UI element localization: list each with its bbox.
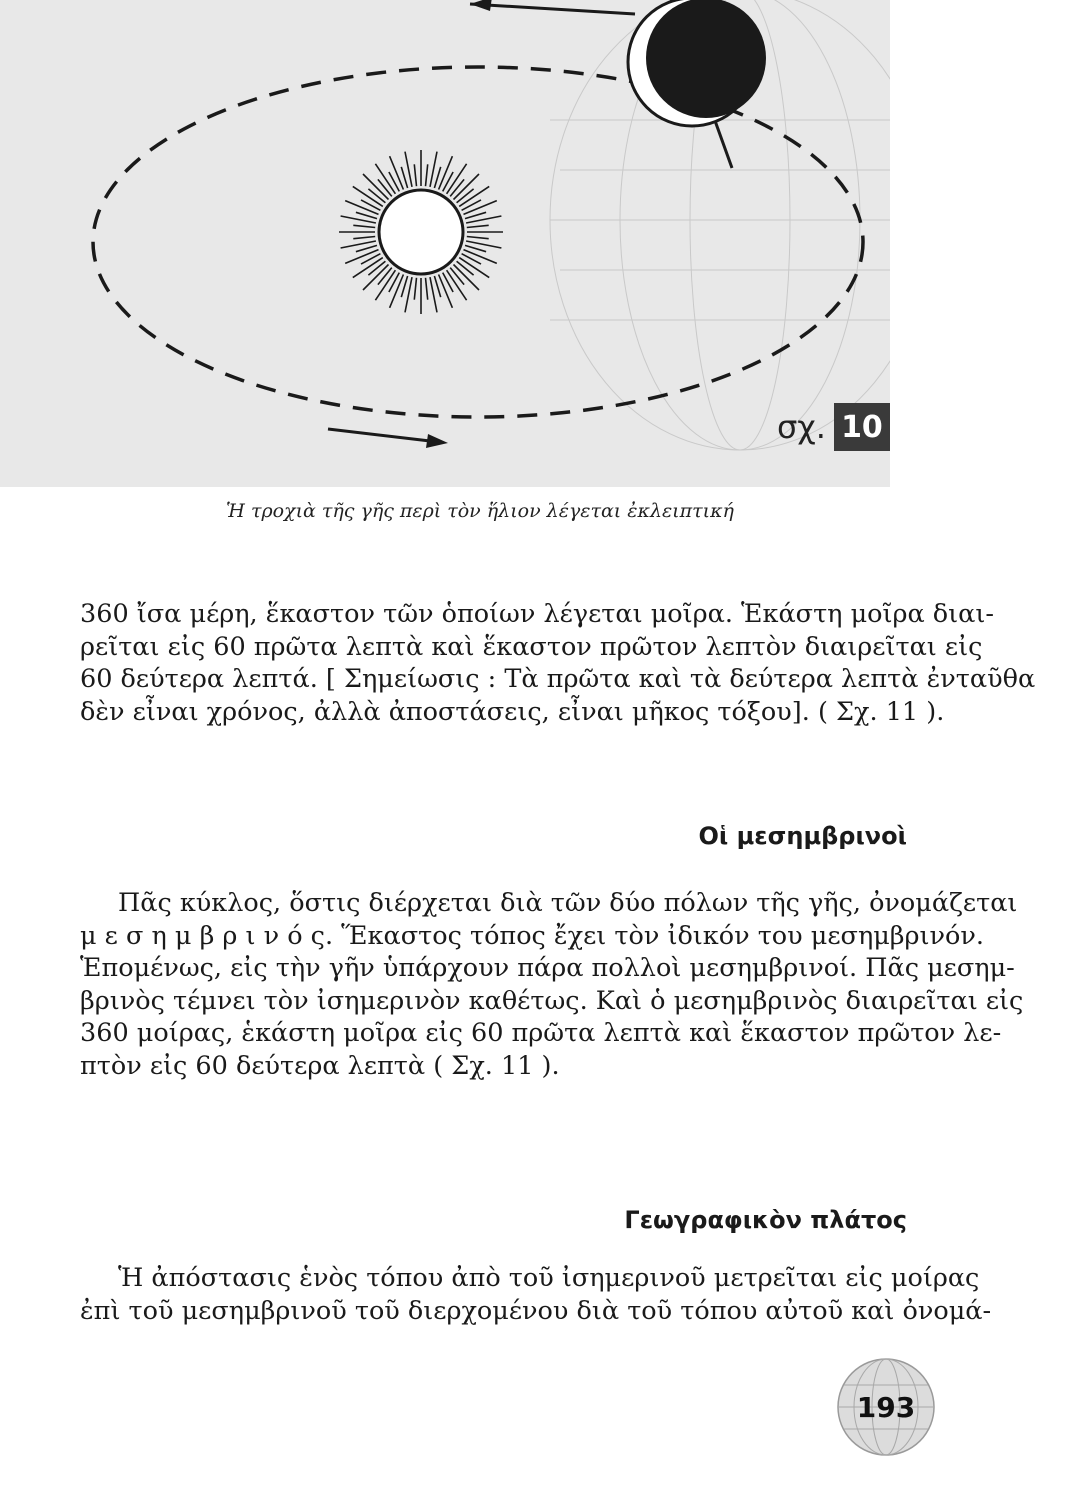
figure-label — [777, 403, 890, 451]
paragraph-latitude — [80, 1262, 992, 1327]
sun-ray — [368, 261, 385, 275]
sun-ray — [353, 225, 375, 227]
sun-ray — [450, 179, 464, 196]
paragraph-meridians — [80, 887, 1024, 1082]
sun-ray — [450, 268, 464, 285]
sun-ray — [414, 278, 416, 300]
text-line: ἐπὶ τοῦ μεσημβρινοῦ τοῦ διερχομένου διὰ τοῦ τόπου αὐτοῦ καὶ ὀνομά- — [80, 1295, 992, 1326]
orbit-arrow-top — [470, 0, 635, 14]
section-heading-latitude: Γεωγραφικὸν πλάτος — [624, 1206, 907, 1234]
page-number-badge — [834, 1355, 938, 1459]
figure-caption: Ἡ τροχιὰ τῆς γῆς περὶ τὸν ἥλιον λέγεται ἐκλειπτική — [226, 500, 734, 522]
sun-ray — [467, 237, 489, 239]
figure-ecliptic — [0, 0, 890, 487]
text-line: Ἑπομένως, εἰς τὴν γῆν ὑπάρχουν πάρα πολλοὶ μεσημβρινοί. Πᾶς μεσημ- — [80, 953, 1015, 983]
text-line: 360 μοίρας, ἑκάστη μοῖρα εἰς 60 πρῶτα λεπτὰ καὶ ἕκαστον πρῶτον λε- — [80, 1018, 1002, 1048]
text-line: πτὸν εἰς 60 δεύτερα λεπτὰ ( Σχ. 11 ). — [80, 1050, 560, 1081]
sun-ray — [457, 261, 474, 275]
sun-ray — [426, 278, 428, 300]
page-number: 193 — [856, 1390, 916, 1424]
figure-number-badge: 10 — [834, 403, 890, 451]
sun-ray — [353, 237, 375, 239]
text-line: 360 ἴσα μέρη, ἕκαστον τῶν ὁποίων λέγεται μοῖρα. Ἑκάστη μοῖρα διαι- — [80, 599, 994, 629]
text-line: Πᾶς κύκλος, ὅστις διέρχεται διὰ τῶν δύο πόλων τῆς γῆς, ὀνομάζεται — [118, 888, 1018, 918]
sun-ray — [378, 268, 392, 285]
orbit-arrow-bottom — [328, 429, 448, 448]
text-line: βρινὸς τέμνει τὸν ἰσημερινὸν καθέτως. Καὶ ὁ μεσημβρινὸς διαιρεῖται εἰς — [80, 985, 1024, 1016]
figure-label-text: σχ. — [777, 408, 826, 446]
text-line: ρεῖται εἰς 60 πρῶτα λεπτὰ καὶ ἕκαστον πρῶτον λεπτὸν διαιρεῖται εἰς — [80, 631, 983, 662]
sun-ray — [414, 164, 416, 186]
text-line: μ ε σ η μ β ρ ι ν ό ς. Ἕκαστος τόπος ἔχει τὸν ἰδικόν του μεσημβρινόν. — [80, 920, 984, 951]
section-heading-meridians: Οἱ μεσημβρινοὶ — [698, 822, 907, 850]
paragraph-degrees — [80, 598, 1036, 728]
ecliptic-diagram — [0, 0, 890, 487]
sun-ray — [378, 179, 392, 196]
sun-icon — [339, 150, 503, 314]
earth-icon — [628, 0, 766, 168]
sun-ray — [467, 225, 489, 227]
sun-ray — [426, 164, 428, 186]
text-line: 60 δεύτερα λεπτά. [ Σημείωσις : Τὰ πρῶτα καὶ τὰ δεύτερα λεπτὰ ἐνταῦθα — [80, 664, 1036, 694]
sun-ray — [457, 189, 474, 203]
text-line: δὲν εἶναι χρόνος, ἀλλὰ ἀποστάσεις, εἶναι μῆκος τόξου]. ( Σχ. 11 ). — [80, 696, 945, 727]
sun-ray — [368, 189, 385, 203]
text-line: Ἡ ἀπόστασις ἑνὸς τόπου ἀπὸ τοῦ ἰσημερινοῦ μετρεῖται εἰς μοίρας — [118, 1263, 980, 1293]
